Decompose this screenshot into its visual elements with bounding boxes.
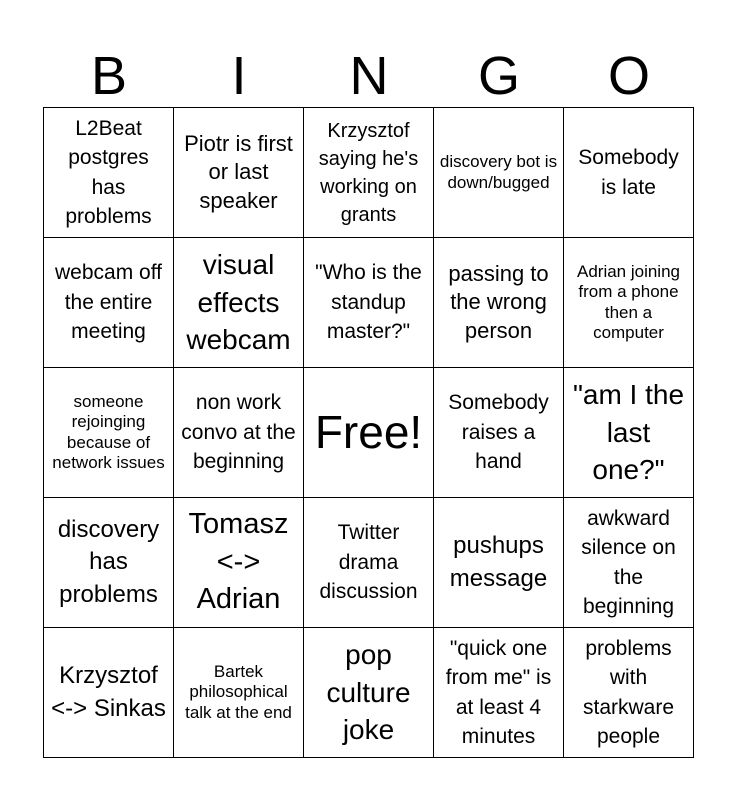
cell-text: discovery bot is down/bugged: [439, 152, 558, 192]
bingo-cell[interactable]: [44, 498, 174, 628]
header-letter-o: O: [607, 46, 650, 106]
cell-text: someone rejoinging because of network issues: [52, 391, 165, 472]
cell-text: "Who is the standup master?": [315, 261, 422, 344]
cell-text: discovery has problems: [57, 515, 160, 608]
bingo-cell[interactable]: [434, 238, 564, 368]
cell-text: Krzysztof saying he's working on grants: [318, 119, 419, 226]
header-letter-i: I: [231, 46, 247, 106]
header-letter-n: N: [349, 46, 389, 106]
bingo-cell[interactable]: [564, 628, 694, 758]
bingo-cell[interactable]: [174, 498, 304, 628]
bingo-cell[interactable]: [174, 108, 304, 238]
bingo-cell[interactable]: [434, 108, 564, 238]
cell-text: visual effects webcam: [186, 248, 291, 356]
bingo-cell[interactable]: [304, 498, 434, 628]
cell-text: Twitter drama discussion: [319, 521, 418, 604]
bingo-cell[interactable]: [44, 108, 174, 238]
bingo-cell[interactable]: [434, 498, 564, 628]
free-space-text: Free!: [314, 405, 423, 458]
bingo-cell[interactable]: [44, 628, 174, 758]
bingo-cell[interactable]: [304, 108, 434, 238]
cell-text: Adrian joining from a phone then a computer: [576, 261, 680, 342]
cell-text: pushups message: [449, 532, 548, 592]
cell-text: Krzysztof <-> Sinkas: [51, 662, 166, 722]
cell-text: "am I the last one?": [572, 378, 685, 486]
cell-text: Somebody raises a hand: [448, 391, 549, 474]
cell-text: L2Beat postgres has problems: [65, 116, 152, 228]
bingo-cell[interactable]: [564, 108, 694, 238]
cell-text: Bartek philosophical talk at the end: [185, 661, 292, 722]
header-letter-b: B: [90, 46, 128, 106]
bingo-cell[interactable]: [174, 628, 304, 758]
cell-text: Tomasz <-> Adrian: [188, 507, 289, 616]
bingo-cell[interactable]: [564, 238, 694, 368]
bingo-cell[interactable]: [174, 238, 304, 368]
bingo-cell[interactable]: [174, 368, 304, 498]
cell-text: passing to the wrong person: [448, 260, 549, 343]
bingo-cell[interactable]: [434, 368, 564, 498]
cell-text: problems with starkware people: [582, 636, 675, 748]
bingo-cell[interactable]: [434, 628, 564, 758]
cell-text: webcam off the entire meeting: [55, 261, 162, 344]
bingo-cell[interactable]: [44, 238, 174, 368]
bingo-card: [43, 107, 694, 758]
bingo-cell[interactable]: [564, 498, 694, 628]
bingo-cell-free[interactable]: [304, 368, 434, 498]
cell-text: non work convo at the beginning: [181, 391, 296, 474]
cell-text: "quick one from me" is at least 4 minutes: [445, 636, 552, 748]
header-letter-g: G: [477, 46, 520, 106]
cell-text: Piotr is first or last speaker: [184, 130, 293, 213]
bingo-cell[interactable]: [304, 238, 434, 368]
cell-text: awkward silence on the beginning: [581, 506, 676, 618]
bingo-cell[interactable]: [44, 368, 174, 498]
cell-text: Somebody is late: [578, 146, 679, 199]
bingo-cell[interactable]: [564, 368, 694, 498]
bingo-header: [44, 44, 694, 108]
cell-text: pop culture joke: [326, 638, 411, 746]
bingo-cell[interactable]: [304, 628, 434, 758]
